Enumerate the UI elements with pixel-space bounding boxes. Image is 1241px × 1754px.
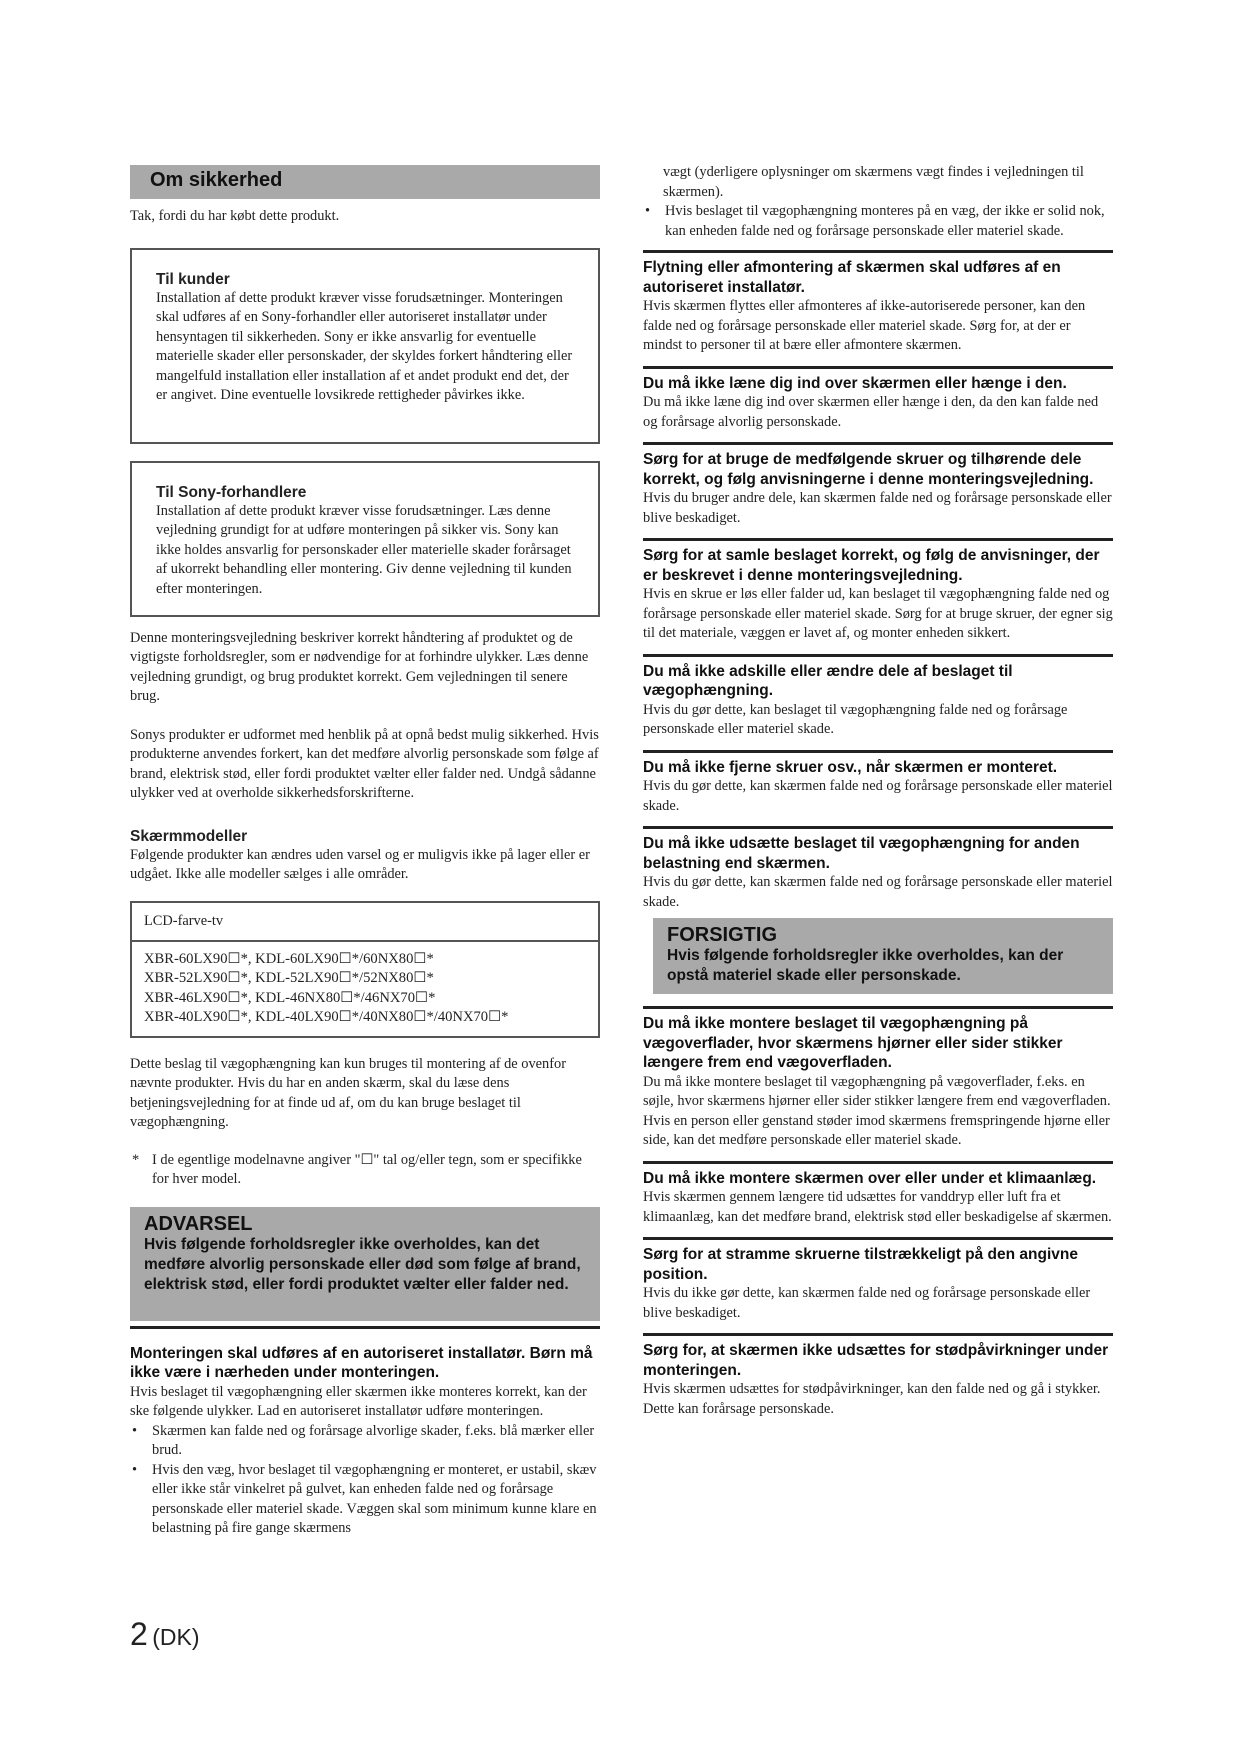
footnote-mark: * <box>132 1151 140 1168</box>
left-column <box>130 165 600 1539</box>
footnote <box>130 1151 600 1190</box>
dealer-info-box <box>130 461 600 617</box>
safety-section: Sørg for at stramme skruerne tilstrækkeligt på den angivne position. Hvis du ikke gør dette, kan skærmen falde ned og forårsage personskade eller blive beskadiget. <box>643 1237 1113 1323</box>
models-text: Følgende produkter kan ændres uden varsel og er muligvis ikke på lager eller er udgået. Ikke alle modeller sælges i alle områder. <box>130 846 590 882</box>
table-row: XBR-52LX90☐*, KDL-52LX90☐*/52NX80☐* <box>144 970 434 986</box>
safety-section: Du må ikke fjerne skruer osv., når skærmen er monteret. Hvis du gør dette, kan skærmen falde ned og forårsage personskade eller materiel skade. <box>643 750 1113 817</box>
list-item: • Hvis beslaget til vægophængning monteres på en væg, der ikke er solid nok, kan enheden falde ned og forårsage personskade eller materiel skade. <box>645 203 1105 239</box>
dealer-text: Installation af dette produkt kræver visse forudsætninger. Læs denne vejledning grundigt for at udføre monteringen på sikker vis. Sony kan ikke holdes ansvarlig for personskader eller materielle skader forårsaget af ukorrekt behandling eller montering. Giv denne vejledning til kunden efter monteringen. <box>156 502 572 597</box>
safety-section: Sørg for, at skærmen ikke udsættes for stødpåvirkninger under monteringen. Hvis skærmen udsættes for stødpåvirkninger, kan den falde ned og gå i stykker. Dette kan forårsage personskade. <box>643 1333 1113 1419</box>
customer-text: Installation af dette produkt kræver visse forudsætninger. Monteringen skal udføres af en Sony-forhandler eller autoriseret installatør under hensyntagen til sikkerheden. Sony er ikke ansvarlig for eventuelle materielle skader eller personskader, der skyldes forkert håndtering eller mangelfuld installation eller installation af et andet produkt end det, der er angivet. Dine eventuelle lovsikrede rettigheder påvirkes ikke. <box>156 289 573 403</box>
warning-title: ADVARSEL <box>144 1212 253 1235</box>
page-language: (DK) <box>152 1624 200 1650</box>
warning-box <box>130 1207 600 1321</box>
table-header: LCD-farve-tv <box>132 903 598 942</box>
caution-sections <box>643 1006 1113 1419</box>
models-heading: Skærmmodeller <box>130 827 248 845</box>
install-heading: Monteringen skal udføres af en autoriseret installatør. Børn må ikke være i nærheden under monteringen. <box>130 1344 593 1381</box>
safety-section: Du må ikke udsætte beslaget til vægophængning for anden belastning end skærmen. Hvis du gør dette, kan skærmen falde ned og forårsage personskade eller materiel skade. <box>643 826 1113 912</box>
list-item: • Skærmen kan falde ned og forårsage alvorlige skader, f.eks. blå mærker eller brud. <box>132 1422 595 1458</box>
footnote-text: I de egentlige modelnavne angiver "☐" tal og/eller tegn, som er specifikke for hver model. <box>152 1151 582 1187</box>
customer-heading: Til kunder <box>156 270 230 288</box>
caution-box <box>653 918 1113 994</box>
safety-section: Du må ikke montere skærmen over eller under et klimaanlæg. Hvis skærmen gennem længere tid udsættes for vanddryp eller luft fra et klimaanlæg, kan det medføre brand, elektrisk stød eller beskadigelse af skærmen. <box>643 1161 1113 1228</box>
safety-section: Sørg for at bruge de medfølgende skruer og tilhørende dele korrekt, og følg anvisningerne i denne monteringsvejledning. Hvis du bruger andre dele, kan skærmen falde ned og forårsage personskade eller blive beskadiget. <box>643 442 1113 528</box>
caution-text: Hvis følgende forholdsregler ikke overholdes, kan der opstå materiel skade eller personskade. <box>667 947 1064 984</box>
page-number-value: 2 <box>130 1616 148 1652</box>
models-table <box>130 901 600 1038</box>
customer-info-box <box>130 248 600 444</box>
section-title-bar: Om sikkerhed <box>130 165 600 199</box>
table-row: XBR-60LX90☐*, KDL-60LX90☐*/60NX80☐* <box>144 950 434 967</box>
caution-title: FORSIGTIG <box>667 924 777 946</box>
safety-section: Du må ikke adskille eller ændre dele af beslaget til vægophængning. Hvis du gør dette, kan beslaget til vægophængning falde ned og forårsage personskade eller materiel skade. <box>643 654 1113 740</box>
manual-description: Denne monteringsvejledning beskriver korrekt håndtering af produktet og de vigtigste forholdsregler, som er nødvendige for at forhindre ulykker. Læs denne vejledning grundigt, og brug produktet korrekt. Gem vejledningen til senere brug. <box>130 629 589 704</box>
warning-text: Hvis følgende forholdsregler ikke overholdes, kan det medføre alvorlig personskade eller død som følge af brand, elektrisk stød, eller fordi produktet vælter eller falder ned. <box>144 1235 581 1293</box>
page-number <box>130 1616 200 1653</box>
warning-sections <box>643 250 1113 912</box>
table-row: XBR-40LX90☐*, KDL-40LX90☐*/40NX80☐*/40NX70☐* <box>144 1009 509 1025</box>
safety-description: Sonys produkter er udformet med henblik på at opnå bedst mulig sikkerhed. Hvis produkterne anvendes forkert, kan det medføre alvorlig personskade som følge af brand, elektrisk stød, eller fordi produktet vælter eller falder ned. Undgå sådanne ulykker ved at overholde sikkerhedsforskrifterne. <box>130 726 599 801</box>
install-text: Hvis beslaget til vægophængning eller skærmen ikke monteres korrekt, kan der ske følgende ulykker. Lad en autoriseret installatør udføre monteringen. <box>130 1383 587 1419</box>
safety-section: Flytning eller afmontering af skærmen skal udføres af en autoriseret installatør. Hvis skærmen flyttes eller afmonteres af ikke-autoriserede personer, kan den falde ned og forårsage personskade eller materiel skade. Sørg for, at der er mindst to personer til at bære eller afmontere skærmen. <box>643 250 1113 356</box>
intro-text: Tak, fordi du har købt dette produkt. <box>130 208 340 224</box>
table-body <box>132 942 598 1036</box>
compatibility-text: Dette beslag til vægophængning kan kun bruges til montering af de ovenfor nævnte produkter. Hvis du har en anden skærm, skal du læse dens betjeningsvejledning for at finde ud af, om du kan bruge beslaget til vægophængning. <box>130 1055 567 1130</box>
safety-section: Sørg for at samle beslaget korrekt, og følg de anvisninger, der er beskrevet i denne monteringsvejledning. Hvis en skrue er løs eller falder ud, kan beslaget til vægophængning falde ned og forårsage personskade eller materiel skade. Sørg for at bruge skruer, der egner sig til det materiale, væggen er lavet af, og monter enheden sikkert. <box>643 538 1113 644</box>
right-column <box>643 163 1113 1419</box>
dealer-heading: Til Sony-forhandlere <box>156 483 307 501</box>
safety-section: Du må ikke læne dig ind over skærmen eller hænge i den. Du må ikke læne dig ind over skærmen eller hænge i den, da den kan falde ned og forårsage alvorlig personskade. <box>643 366 1113 433</box>
install-section <box>130 1326 600 1539</box>
safety-section: Du må ikke montere beslaget til vægophængning på vægoverflader, hvor skærmens hjørner eller sider stikker længere frem end vægoverfladen. Du må ikke montere beslaget til vægophængning på vægoverflader, f.eks. en søjle, hvor skærmens hjørner eller sider stikker længere frem end vægoverfladen. Hvis en person eller genstand støder imod skærmens fremspringende hjørne eller side, kan det medføre personskade eller materiel skade. <box>643 1006 1113 1151</box>
continued-text: vægt (yderligere oplysninger om skærmens vægt findes i vejledningen til skærmen). <box>663 164 1084 200</box>
list-item: • Hvis den væg, hvor beslaget til vægophængning er monteret, er ustabil, skæv eller ikke står vinkelret på gulvet, kan enheden falde ned og forårsage personskade eller materiel skade. Væggen skal som minimum kunne klare en belastning på fire gange skærmens <box>132 1461 597 1536</box>
table-row: XBR-46LX90☐*, KDL-46NX80☐*/46NX70☐* <box>144 989 436 1006</box>
